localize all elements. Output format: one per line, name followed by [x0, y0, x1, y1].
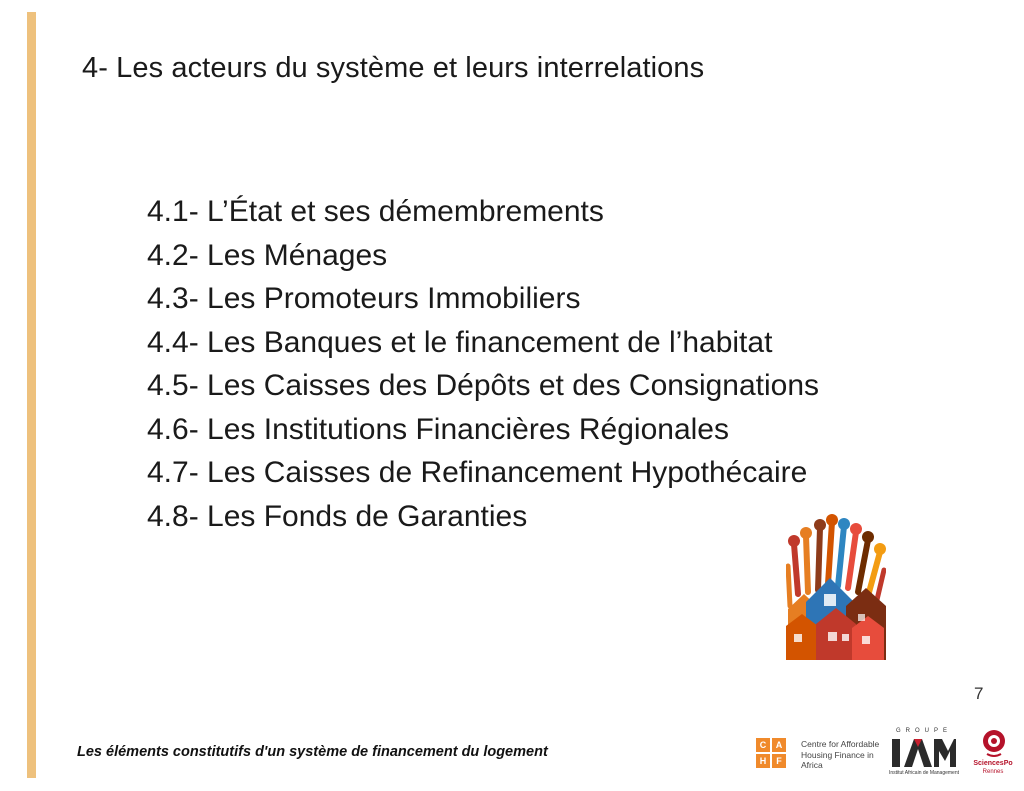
- iam-wordmark-icon: [892, 737, 956, 769]
- list-item: 4.1- L’État et ses démembrements: [147, 195, 604, 228]
- sciencespo-logo: [968, 728, 1018, 780]
- list-item: 4.5- Les Caisses des Dépôts et des Consignations: [147, 369, 820, 402]
- cahf-letter: C: [756, 738, 770, 752]
- sciencespo-emblem-icon: [981, 728, 1007, 758]
- list-item: 4.6- Les Institutions Financières Régionales: [147, 412, 729, 446]
- list-item: 4.2- Les Ménages: [147, 238, 388, 272]
- iam-groupe-label: GROUPE: [895, 728, 952, 734]
- iam-subtitle: Institut Africain de Management: [888, 770, 960, 776]
- sciencespo-name: SciencesPo: [973, 760, 1013, 767]
- footer-text: Les éléments constitutifs d'un système de financement du logement: [77, 744, 548, 760]
- cahf-letter: A: [772, 738, 786, 752]
- list-item: 4.4- Les Banques et le financement de l’habitat: [147, 325, 773, 359]
- accent-bar: [27, 12, 36, 778]
- list-item: 4.3- Les Promoteurs Immobiliers: [147, 282, 581, 315]
- page-number: 7: [974, 684, 984, 703]
- cahf-org-name: Centre for Affordable Housing Finance in Africa: [801, 739, 880, 770]
- list-item: 4.7- Les Caisses de Refinancement Hypothécaire: [147, 456, 808, 489]
- sciencespo-city: Rennes: [982, 769, 1004, 775]
- slide-title: 4- Les acteurs du système et leurs interrelations: [82, 52, 705, 84]
- cahf-letter: H: [756, 754, 770, 768]
- iam-logo: [882, 728, 966, 780]
- cahf-logo: [756, 738, 878, 778]
- cahf-letter: F: [772, 754, 786, 768]
- cahf-letter-grid: [756, 738, 796, 778]
- list-item: 4.8- Les Fonds de Garanties: [147, 499, 528, 533]
- topic-list: [147, 190, 819, 538]
- houses-and-raised-hands-illustration: [786, 514, 886, 660]
